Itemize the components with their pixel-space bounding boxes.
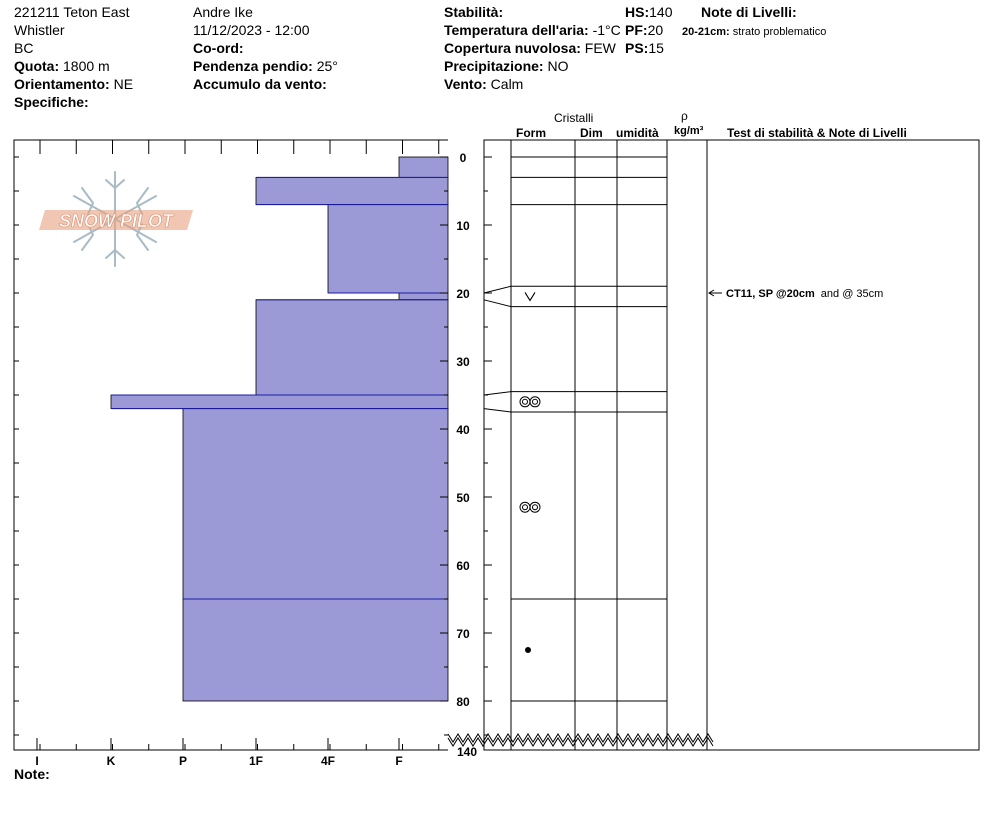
depth-tick-label: 60 <box>456 559 470 573</box>
hardness-layer <box>399 293 448 300</box>
aspect-label: Orientamento: <box>14 76 110 92</box>
hardness-layer <box>256 300 448 395</box>
melt-grain-inner <box>523 399 528 404</box>
note-label: Note: <box>14 766 50 782</box>
air-temp-value: -1°C <box>592 22 621 38</box>
logo-text: SNOW PILOT <box>59 211 173 231</box>
layer-note-range: 20-21cm: <box>682 26 730 38</box>
table-connector-line <box>484 286 511 293</box>
hs-label: HS: <box>625 4 650 20</box>
wind-loading-label: Accumulo da vento: <box>193 76 327 92</box>
location-name: 221211 Teton East <box>14 4 130 20</box>
table-border <box>484 140 979 750</box>
depth-tick-label: 30 <box>456 355 470 369</box>
stability-test-text <box>726 288 883 300</box>
hardness-tick-label: F <box>395 754 403 768</box>
depth-tick-label: 80 <box>456 695 470 709</box>
table-connector-line <box>484 409 511 412</box>
form-header: Form <box>516 126 546 140</box>
surface-hoar-icon <box>525 292 535 300</box>
coords-label: Co-ord: <box>193 40 244 56</box>
hardness-tick-label: K <box>106 754 116 768</box>
layer-note-text: strato problematico <box>732 26 827 38</box>
melt-grain-outer <box>520 397 530 407</box>
pf-label: PF: <box>625 22 648 38</box>
melt-grain-outer <box>530 397 540 407</box>
hardness-layer <box>256 177 448 204</box>
observation-datetime: 11/12/2023 - 12:00 <box>193 22 310 38</box>
elevation-value: 1800 m <box>63 58 110 74</box>
hardness-layer <box>183 409 448 599</box>
sky-value: FEW <box>584 40 616 56</box>
wind-value: Calm <box>490 76 524 92</box>
wind-label: Vento: <box>444 76 487 92</box>
depth-axis <box>440 151 713 759</box>
density-symbol: ρ <box>681 109 688 123</box>
crystal-table <box>484 140 979 750</box>
specifics-label: Specifiche: <box>14 94 89 110</box>
stability-test-label: CT11, SP @20cm <box>726 288 815 300</box>
graupel-dot-icon <box>525 647 531 653</box>
crystals-header: Cristalli <box>554 111 594 125</box>
hardness-tick-label: P <box>178 754 188 768</box>
hardness-layer <box>111 395 448 409</box>
observer-name: Andre Ike <box>193 4 253 20</box>
ps-label: PS: <box>625 40 649 56</box>
depth-tick-label: 40 <box>456 423 470 437</box>
hardness-tick-label: 1F <box>248 754 264 768</box>
stability-marks <box>709 288 883 300</box>
layer-notes-label: Note di Livelli: <box>701 4 797 20</box>
table-connector-line <box>484 300 511 307</box>
melt-grain-inner <box>533 399 538 404</box>
table-connector-line <box>484 392 511 395</box>
stability-notes-header: Test di stabilità & Note di Livelli <box>727 126 907 140</box>
sky-label: Copertura nuvolosa: <box>444 40 581 56</box>
air-temp-label: Temperatura dell'aria: <box>444 22 589 38</box>
area-name: Whistler <box>14 22 65 38</box>
hardness-axis <box>35 738 438 768</box>
melt-grain-outer <box>530 502 540 512</box>
pf-value: 20 <box>647 22 664 38</box>
elevation-label: Quota: <box>14 58 60 74</box>
depth-bottom-label: 140 <box>456 745 478 759</box>
region-name: BC <box>14 40 34 56</box>
melt-grain-inner <box>533 505 538 510</box>
hardness-tick-label: I <box>35 754 39 768</box>
depth-tick-label: 70 <box>456 627 470 641</box>
precip-label: Precipitazione: <box>444 58 544 74</box>
slope-value: 25° <box>316 58 338 74</box>
slope-label: Pendenza pendio: <box>193 58 313 74</box>
precip-value: NO <box>547 58 569 74</box>
stability-label: Stabilità: <box>444 4 504 20</box>
melt-forms-icon <box>520 502 540 512</box>
hardness-layer <box>328 205 448 293</box>
hardness-layer <box>183 599 448 701</box>
ps-value: 15 <box>648 40 664 56</box>
depth-tick-label: 0 <box>459 151 467 165</box>
melt-grain-outer <box>520 502 530 512</box>
depth-tick-label: 50 <box>456 491 470 505</box>
hardness-tick-label: 4F <box>320 754 336 768</box>
aspect-value: NE <box>113 76 134 92</box>
hs-value: 140 <box>649 4 673 20</box>
density-unit: kg/m³ <box>674 125 704 137</box>
stability-test-extra: and @ 35cm <box>820 288 884 300</box>
depth-tick-label: 10 <box>456 219 470 233</box>
hardness-layer <box>399 157 448 177</box>
depth-tick-label: 20 <box>456 287 470 301</box>
snowpilot-logo <box>39 172 193 266</box>
size-header: Dim <box>580 126 603 140</box>
melt-forms-icon <box>520 397 540 407</box>
hardness-layers <box>111 157 448 701</box>
melt-grain-inner <box>523 505 528 510</box>
moisture-header: umidità <box>616 126 659 140</box>
